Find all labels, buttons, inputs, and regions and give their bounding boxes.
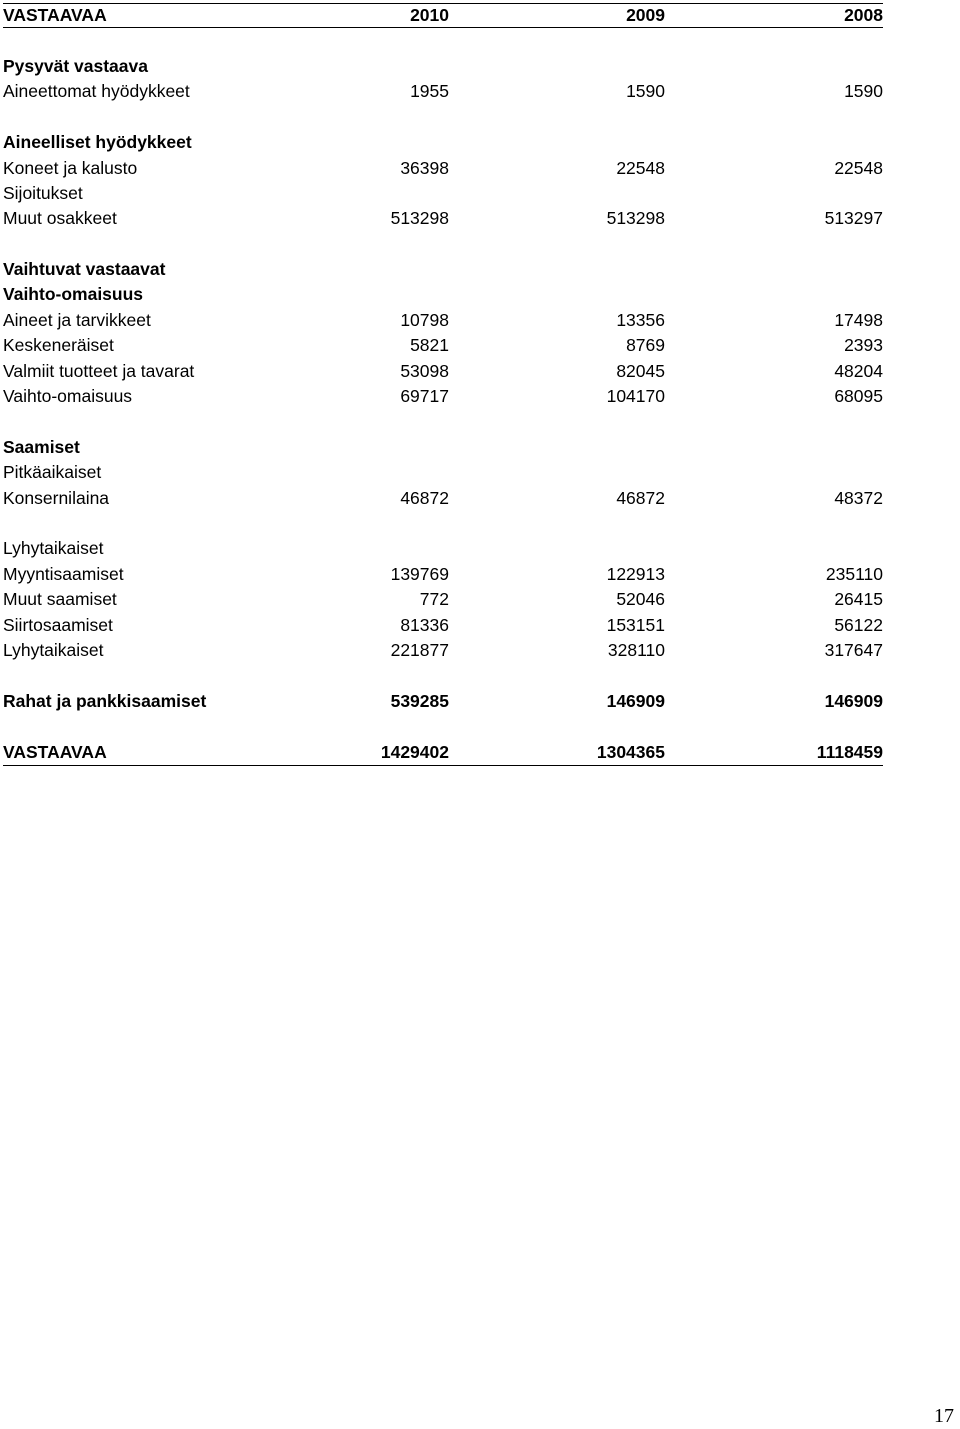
value-2010: 5821 (410, 335, 449, 356)
table-row (3, 689, 883, 714)
row-label: Sijoitukset (3, 182, 83, 203)
value-2010: 36398 (400, 157, 449, 178)
table-row (3, 485, 883, 510)
value-2009: 513298 (606, 208, 665, 229)
table-row (3, 130, 883, 155)
row-label: Pysyvät vastaava (3, 55, 148, 76)
value-2009: 22548 (616, 157, 665, 178)
table-row (3, 333, 883, 358)
table-row (3, 384, 883, 409)
value-2010: 10798 (400, 309, 449, 330)
row-label: Konsernilaina (3, 487, 110, 508)
value-2010: 539285 (390, 690, 449, 711)
row-label: Keskeneräiset (3, 335, 114, 356)
table-row (3, 79, 883, 104)
value-2008: 26415 (834, 589, 883, 610)
table-row (3, 206, 883, 231)
value-2010: 46872 (400, 487, 449, 508)
row-label: Vaihtuvat vastaavat (3, 259, 166, 280)
spacer-row (3, 663, 883, 688)
table-row (3, 612, 883, 637)
value-2009: 8769 (626, 335, 665, 356)
value-2010: 513298 (390, 208, 449, 229)
spacer-row (3, 714, 883, 739)
table-row (3, 638, 883, 663)
header-row (3, 3, 883, 28)
value-2010: 1955 (410, 81, 449, 102)
row-label: Valmiit tuotteet ja tavarat (3, 360, 195, 381)
value-2008: 2393 (844, 335, 883, 356)
table-row (3, 155, 883, 180)
row-label: Muut saamiset (3, 589, 117, 610)
value-2008: 48204 (834, 360, 883, 381)
value-2010: 221877 (390, 639, 449, 660)
table-row (3, 282, 883, 307)
value-2010: 772 (419, 589, 449, 610)
value-2010: 69717 (400, 386, 449, 407)
table-row (3, 257, 883, 282)
row-label: Lyhytaikaiset (3, 639, 104, 660)
page-number: 17 (934, 1405, 954, 1427)
value-2008: 22548 (834, 157, 883, 178)
row-label: Aineelliset hyödykkeet (3, 132, 192, 153)
value-2008: 235110 (825, 563, 883, 584)
header-year-2010: 2010 (410, 5, 449, 26)
table-body (3, 28, 883, 765)
header-year-2008: 2008 (844, 5, 883, 26)
value-2009: 104170 (606, 386, 665, 407)
value-2009: 153151 (606, 614, 665, 635)
row-label: Siirtosaamiset (3, 614, 113, 635)
value-2008: 146909 (824, 690, 883, 711)
table-row (3, 587, 883, 612)
value-2009: 82045 (616, 360, 665, 381)
value-2008: 17498 (834, 309, 883, 330)
table-row (3, 562, 883, 587)
row-label: Pitkäaikaiset (3, 462, 102, 483)
value-2008: 317647 (824, 639, 883, 660)
row-label: Muut osakkeet (3, 208, 117, 229)
value-2008: 1590 (844, 81, 883, 102)
row-label: Rahat ja pankkisaamiset (3, 690, 207, 711)
table-row (3, 54, 883, 79)
row-label: Koneet ja kalusto (3, 157, 138, 178)
row-label: Vaihto-omaisuus (3, 386, 133, 407)
header-title: VASTAAVAA (3, 5, 107, 26)
value-2008: 48372 (834, 487, 883, 508)
value-2010: 53098 (400, 360, 449, 381)
value-2008: 1118459 (816, 741, 883, 762)
value-2008: 513297 (824, 208, 883, 229)
row-label: Vaihto-omaisuus (3, 284, 144, 305)
spacer-row (3, 232, 883, 257)
value-2008: 68095 (834, 386, 883, 407)
row-label: Saamiset (3, 436, 80, 457)
row-label: Myyntisaamiset (3, 563, 124, 584)
row-label: Lyhytaikaiset (3, 538, 104, 559)
table-row (3, 536, 883, 561)
table-row (3, 181, 883, 206)
value-2010: 139769 (390, 563, 449, 584)
value-2010: 1429402 (380, 741, 449, 762)
value-2009: 1590 (626, 81, 665, 102)
spacer-row (3, 105, 883, 130)
row-label: Aineettomat hyödykkeet (3, 81, 190, 102)
spacer-row (3, 409, 883, 434)
value-2009: 146909 (606, 690, 665, 711)
table-row (3, 435, 883, 460)
value-2009: 1304365 (596, 741, 665, 762)
spacer-row (3, 511, 883, 536)
row-label: VASTAAVAA (3, 741, 107, 762)
table-row (3, 308, 883, 333)
value-2009: 122913 (606, 563, 665, 584)
balance-sheet (3, 3, 883, 766)
table-row (3, 358, 883, 383)
table-row (3, 460, 883, 485)
spacer-row (3, 28, 883, 53)
header-year-2009: 2009 (626, 5, 665, 26)
total-row (3, 739, 883, 765)
value-2009: 52046 (616, 589, 665, 610)
value-2008: 56122 (834, 614, 883, 635)
row-label: Aineet ja tarvikkeet (3, 309, 151, 330)
value-2009: 328110 (607, 639, 665, 660)
value-2009: 13356 (616, 309, 665, 330)
value-2010: 81336 (400, 614, 449, 635)
value-2009: 46872 (616, 487, 665, 508)
